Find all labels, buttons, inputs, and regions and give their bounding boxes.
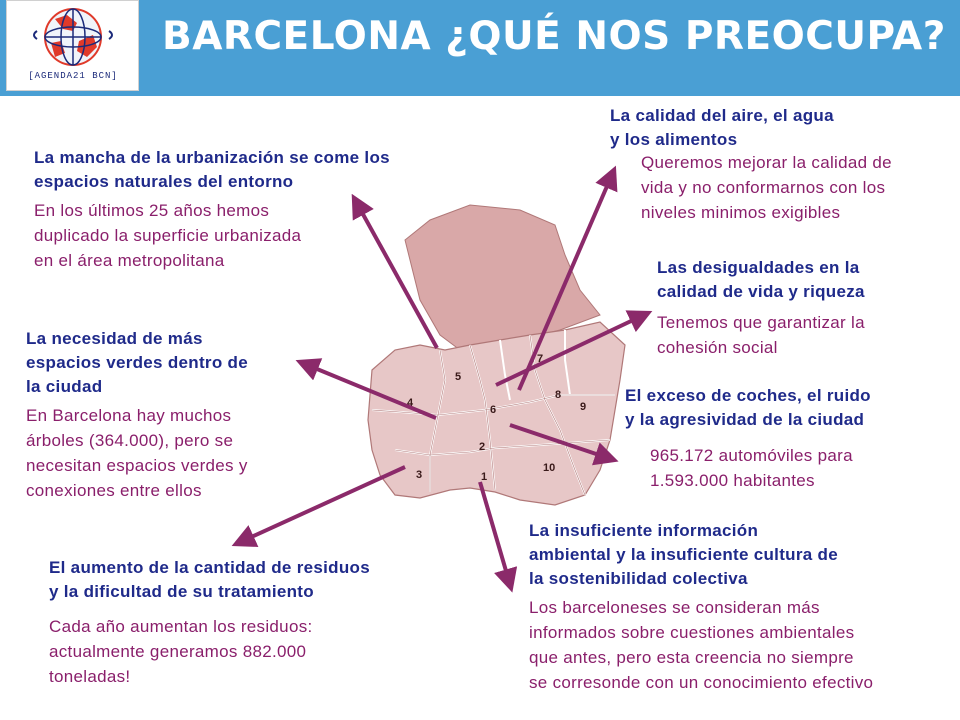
heading-green-line2: espacios verdes dentro de: [26, 353, 248, 372]
block-inequality: [657, 256, 957, 360]
body-information-line1: Los barceloneses se consideran más: [529, 598, 820, 617]
district-number-5: 5: [455, 371, 462, 383]
body-information-line4: se corresonde con un conocimiento efectivo: [529, 673, 874, 692]
district-number-8: 8: [555, 389, 562, 401]
body-air-line1: Queremos mejorar la calidad de: [641, 153, 892, 172]
heading-waste-line2: y la dificultad de su tratamiento: [49, 582, 314, 601]
body-green-line1: En Barcelona hay muchos: [26, 406, 232, 425]
heading-green-line1: La necesidad de más: [26, 329, 203, 348]
district-number-4: 4: [407, 397, 414, 409]
block-waste: [49, 556, 469, 689]
heading-inequality-line2: calidad de vida y riqueza: [657, 282, 865, 301]
heading-information-line3: la sostenibilidad colectiva: [529, 569, 748, 588]
block-cars: [625, 384, 955, 432]
district-number-10: 10: [543, 462, 556, 474]
block-air-body: [641, 150, 956, 225]
body-green-line4: conexiones entre ellos: [26, 481, 202, 500]
body-information-line3: que antes, pero esta creencia no siempre: [529, 648, 854, 667]
heading-cars-line2: y la agresividad de la ciudad: [625, 410, 865, 429]
heading-air-line2: y los alimentos: [610, 130, 738, 149]
body-urbanization-line3: en el área metropolitana: [34, 251, 225, 270]
block-urbanization: [34, 146, 474, 273]
district-number-9: 9: [580, 401, 587, 413]
body-green-line2: árboles (364.000), pero se: [26, 431, 234, 450]
block-green: [26, 327, 306, 503]
district-number-7: 7: [537, 353, 544, 365]
body-urbanization-line2: duplicado la superficie urbanizada: [34, 226, 302, 245]
logo-text: [AGENDA21 BCN]: [28, 71, 118, 81]
body-air-line3: niveles minimos exigibles: [641, 203, 841, 222]
body-green-line3: necesitan espacios verdes y: [26, 456, 248, 475]
body-cars-line1: 965.172 automóviles para: [650, 446, 853, 465]
body-waste-line2: actualmente generamos 882.000: [49, 642, 307, 661]
body-waste-line3: toneladas!: [49, 667, 131, 686]
district-number-2: 2: [479, 441, 486, 453]
block-information: [529, 519, 954, 695]
district-number-6: 6: [490, 404, 497, 416]
heading-waste-line1: El aumento de la cantidad de residuos: [49, 558, 370, 577]
arrow-information: [480, 482, 511, 588]
block-air: [610, 104, 950, 152]
heading-urbanization-line2: espacios naturales del entorno: [34, 172, 294, 191]
heading-green-line3: la ciudad: [26, 377, 103, 396]
heading-air-line1: La calidad del aire, el agua: [610, 106, 834, 125]
heading-information-line1: La insuficiente información: [529, 521, 759, 540]
body-inequality-line1: Tenemos que garantizar la: [657, 313, 865, 332]
body-urbanization-line1: En los últimos 25 años hemos: [34, 201, 270, 220]
body-air-line2: vida y no conformarnos con los: [641, 178, 886, 197]
district-number-1: 1: [481, 471, 488, 483]
body-cars-line2: 1.593.000 habitantes: [650, 471, 815, 490]
body-information-line2: informados sobre cuestiones ambientales: [529, 623, 855, 642]
heading-urbanization-line1: La mancha de la urbanización se come los: [34, 148, 390, 167]
body-inequality-line2: cohesión social: [657, 338, 778, 357]
body-waste-line1: Cada año aumentan los residuos:: [49, 617, 313, 636]
heading-information-line2: ambiental y la insuficiente cultura de: [529, 545, 838, 564]
district-number-3: 3: [416, 469, 423, 481]
heading-inequality-line1: Las desigualdades en la: [657, 258, 860, 277]
block-cars-body: [650, 443, 950, 493]
page-title: BARCELONA ¿QUÉ NOS PREOCUPA?: [162, 14, 946, 59]
heading-cars-line1: El exceso de coches, el ruido: [625, 386, 871, 405]
